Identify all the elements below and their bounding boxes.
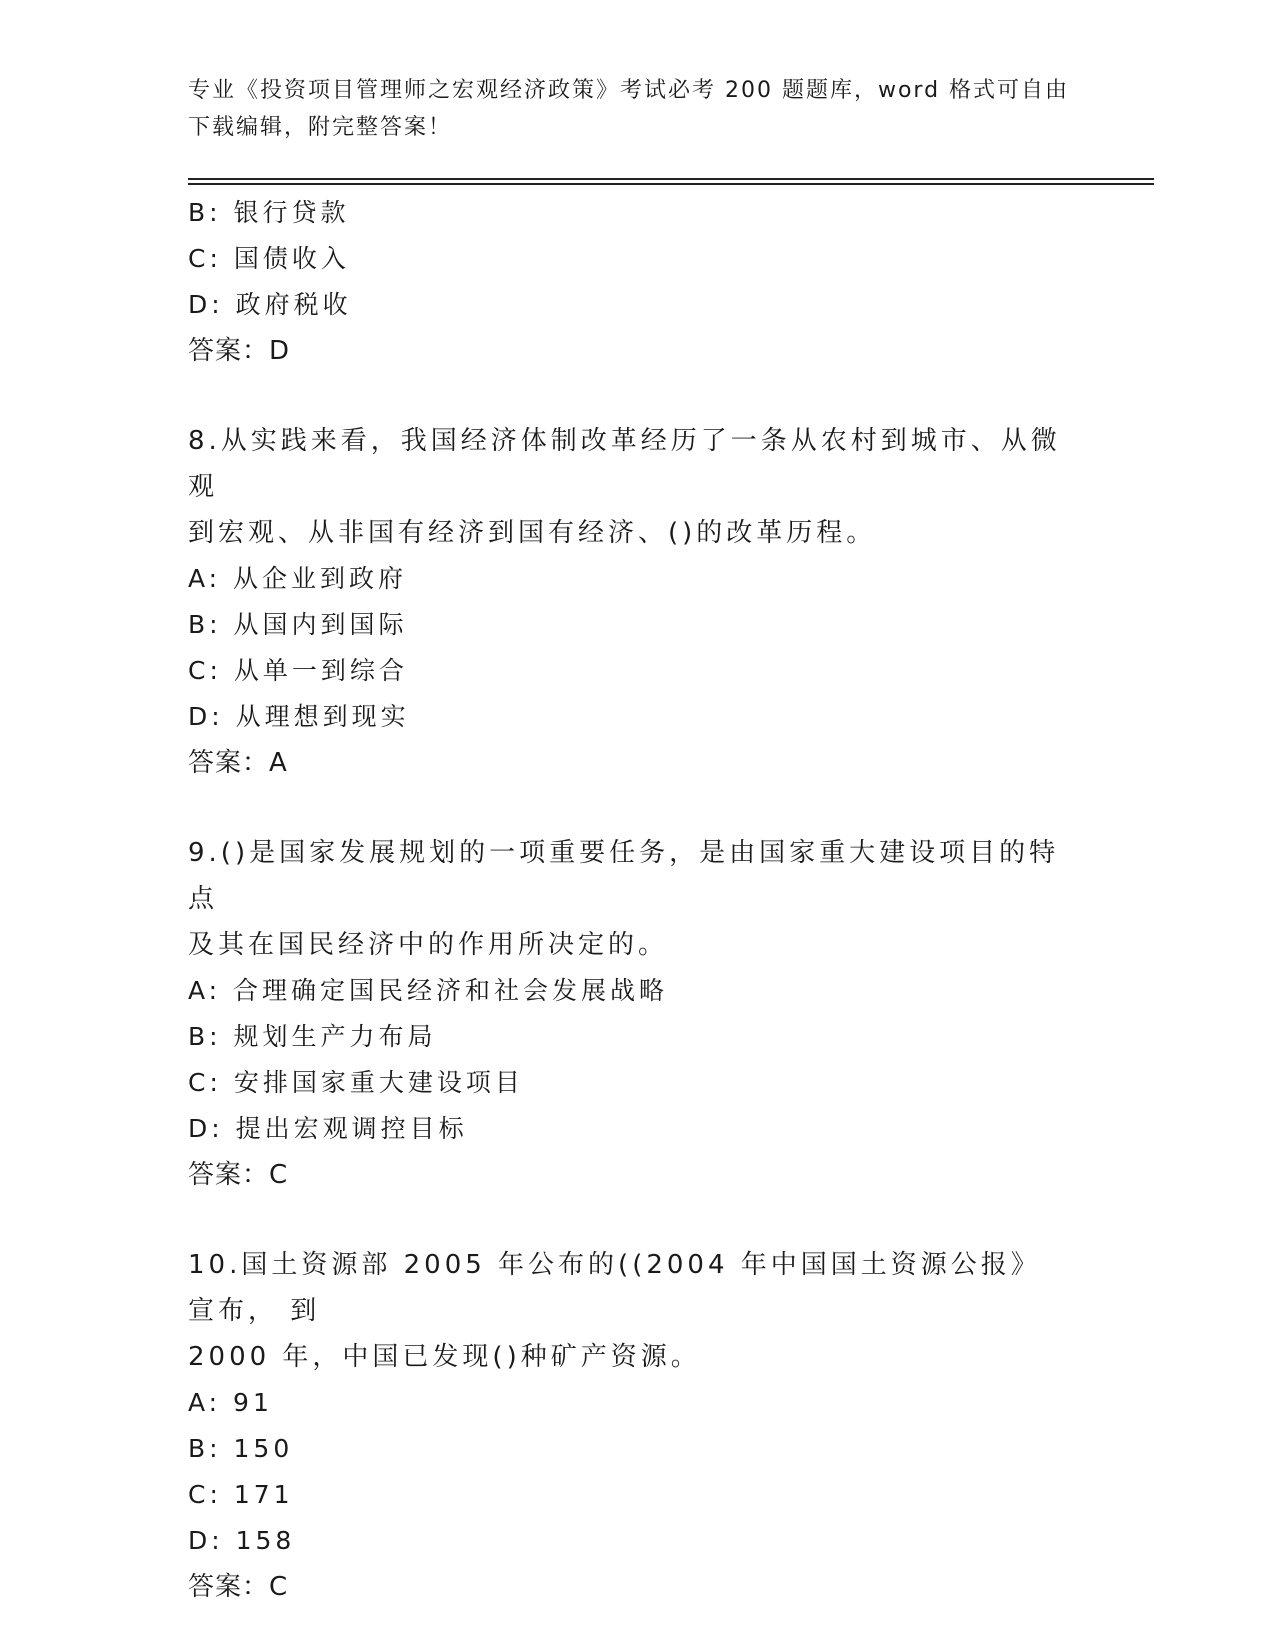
question-7-tail — [188, 190, 1088, 374]
option-d: D: 政府税收 — [188, 290, 352, 319]
option-c: C: 从单一到综合 — [188, 656, 408, 685]
question-stem — [188, 1242, 1068, 1380]
spacer — [188, 1198, 1088, 1242]
question-stem — [188, 830, 1068, 968]
question-8 — [188, 418, 1088, 786]
header-line-2: 下载编辑，附完整答案！ — [188, 115, 453, 140]
question-stem-line-1: 10.国土资源部 2005 年公布的((2004 年中国国土资源公报》宣布， 到 — [188, 1250, 1041, 1326]
answer-line: 答案：C — [188, 1572, 289, 1602]
answer-line: 答案：C — [188, 1160, 289, 1190]
question-10 — [188, 1242, 1088, 1610]
option-b: B: 银行贷款 — [188, 198, 350, 227]
option-a: A: 从企业到政府 — [188, 564, 408, 593]
question-stem-line-2: 到宏观、从非国有经济到国有经济、()的改革历程。 — [188, 518, 877, 548]
option-d: D: 158 — [188, 1526, 296, 1555]
question-9 — [188, 830, 1088, 1198]
header-line-1: 专业《投资项目管理师之宏观经济政策》考试必考 200 题题库，word 格式可自由 — [188, 78, 1070, 103]
question-list — [188, 190, 1088, 1610]
option-d: D: 从理想到现实 — [188, 702, 410, 731]
option-b: B: 从国内到国际 — [188, 610, 408, 639]
option-c: C: 171 — [188, 1480, 294, 1509]
option-b: B: 150 — [188, 1434, 294, 1463]
option-c: C: 国债收入 — [188, 244, 350, 273]
answer-line: 答案：A — [188, 748, 288, 778]
header-divider-top — [188, 178, 1154, 180]
question-stem — [188, 418, 1068, 556]
question-stem-line-1: 8.从实践来看，我国经济体制改革经历了一条从农村到城市、从微观 — [188, 426, 1061, 502]
header-divider-bottom — [188, 183, 1154, 185]
question-stem-line-2: 2000 年，中国已发现()种矿产资源。 — [188, 1342, 701, 1372]
spacer — [188, 786, 1088, 830]
question-stem-line-1: 9.()是国家发展规划的一项重要任务，是由国家重大建设项目的特点 — [188, 838, 1060, 914]
document-header — [188, 72, 1078, 146]
option-d: D: 提出宏观调控目标 — [188, 1114, 468, 1143]
option-b: B: 规划生产力布局 — [188, 1022, 437, 1051]
spacer — [188, 374, 1088, 418]
option-a: A: 91 — [188, 1388, 273, 1417]
question-stem-line-2: 及其在国民经济中的作用所决定的。 — [188, 930, 669, 960]
answer-line: 答案：D — [188, 336, 291, 366]
option-c: C: 安排国家重大建设项目 — [188, 1068, 524, 1097]
option-a: A: 合理确定国民经济和社会发展战略 — [188, 976, 669, 1005]
